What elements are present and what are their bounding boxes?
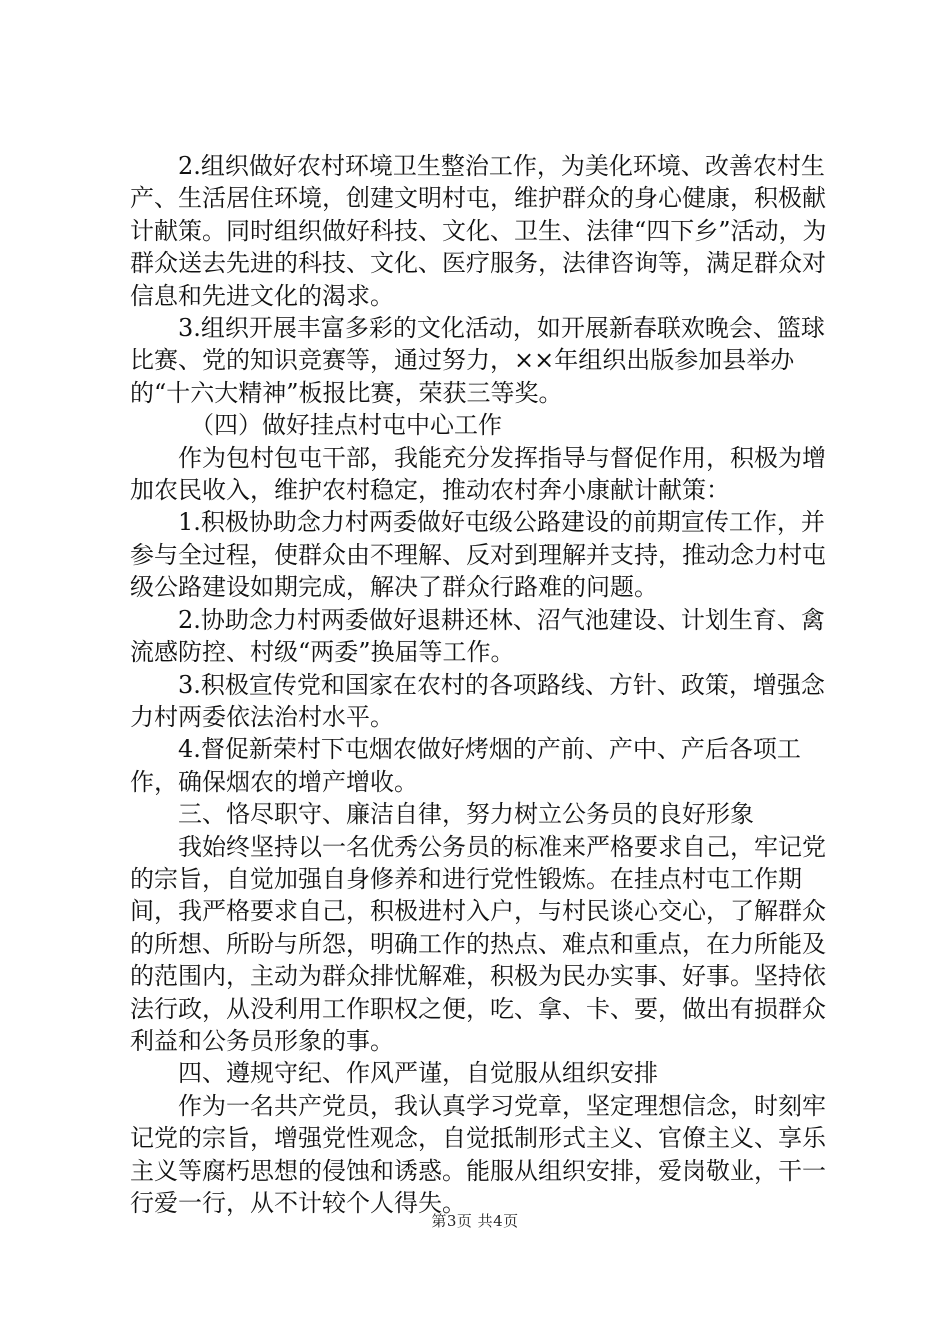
paragraph-intro: 作为包村包屯干部，我能充分发挥指导与督促作用，积极为增加农民收入，维护农村稳定，推动农村奔小康献计献策： (130, 443, 826, 505)
paragraph-item-4: 4.督促新荣村下屯烟农做好烤烟的产前、产中、产后各项工作，确保烟农的增产增收。 (130, 735, 801, 796)
paragraph-item-2: 2.协助念力村两委做好退耕还林、沼气池建设、计划生育、禽流感防控、村级“两委”换届等工作。 (130, 605, 825, 667)
section-heading-four: （四）做好挂点村屯中心工作 (190, 411, 502, 440)
paragraph-environment: 2.组织做好农村环境卫生整治工作，为美化环境、改善农村生产、生活居住环境，创建文明村屯，维护群众的身心健康，积极献计献策。同时组织做好科技、文化、卫生、法律“四下乡”活动，为群众送去先进的科技、文化、医疗服务，法律咨询等，满足群众对信息和先进文化的渴求。 (130, 152, 827, 310)
page-number-footer: 第3页 共4页 (431, 1212, 519, 1230)
section-heading-four-discipline: 四、遵规守纪、作风严谨，自觉服从组织安排 (178, 1059, 658, 1088)
paragraph-culture: 3.组织开展丰富多彩的文化活动，如开展新春联欢晚会、篮球比赛、党的知识竞赛等，通过努力，××年组织出版参加县举办的“十六大精神”板报比赛，荣获三等奖。 (130, 314, 825, 407)
paragraph-item-1: 1.积极协助念力村两委做好屯级公路建设的前期宣传工作，并参与全过程，使群众由不理解、反对到理解并支持，推动念力村屯级公路建设如期完成，解决了群众行路难的问题。 (130, 508, 826, 602)
document-body (130, 150, 830, 1219)
paragraph-party-member: 作为一名共产党员，我认真学习党章，坚定理想信念，时刻牢记党的宗旨，增强党性观念，自觉抵制形式主义、官僚主义、享乐主义等腐朽思想的侵蚀和诱惑。能服从组织安排，爱岗敬业，干一行爱一行，从不计较个人得失。 (130, 1091, 826, 1217)
paragraph-item-3: 3.积极宣传党和国家在农村的各项路线、方针、政策，增强念力村两委依法治村水平。 (130, 670, 825, 731)
paragraph-conduct: 我始终坚持以一名优秀公务员的标准来严格要求自己，牢记党的宗旨，自觉加强自身修养和进行党性锻炼。在挂点村屯工作期间，我严格要求自己，积极进村入户，与村民谈心交心，了解群众的所想、所盼与所怨，明确工作的热点、难点和重点，在力所能及的范围内，主动为群众排忧解难，积极为民办实事、好事。坚持依法行政，从没利用工作职权之便，吃、拿、卡、要，做出有损群众利益和公务员形象的事。 (130, 832, 826, 1055)
section-heading-three: 三、恪尽职守、廉洁自律，努力树立公务员的良好形象 (178, 800, 754, 829)
